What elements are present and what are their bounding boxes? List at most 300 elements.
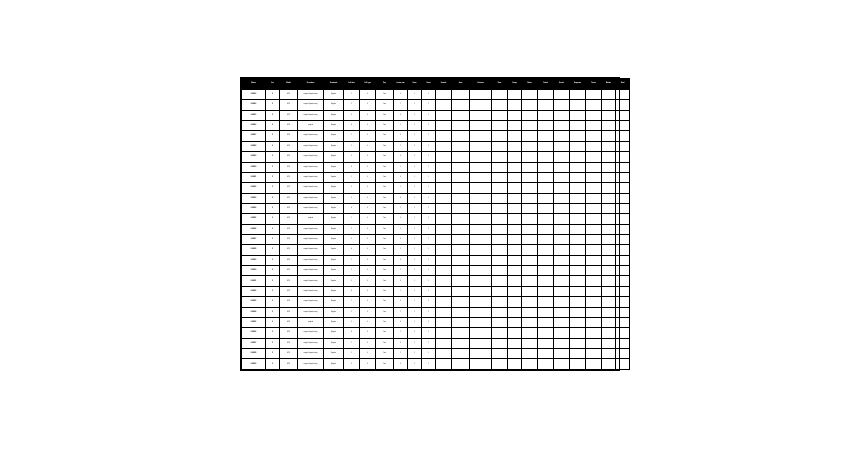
table-row — [242, 235, 630, 245]
table-cell: surgical hepatectomy — [298, 183, 324, 193]
table-cell — [554, 235, 570, 245]
column-header: Tissue — [586, 79, 602, 90]
table-cell: LCA015 — [242, 110, 266, 120]
table-cell — [508, 276, 522, 286]
table-cell — [436, 224, 452, 234]
table-cell — [586, 152, 602, 162]
table-cell: Cont — [376, 359, 394, 370]
table-cell: Cont — [376, 297, 394, 307]
table-cell — [602, 110, 616, 120]
table-cell: 1 — [408, 193, 422, 203]
table-body — [242, 90, 630, 370]
table-cell: 1 — [422, 328, 436, 338]
table-cell: LCA036 — [242, 328, 266, 338]
table-cell: 0 — [394, 297, 408, 307]
table-cell: M — [266, 152, 280, 162]
table-cell — [602, 359, 616, 370]
table-cell: 3 — [344, 110, 360, 120]
header-row — [242, 79, 630, 90]
table-cell — [436, 286, 452, 296]
table-cell — [470, 152, 492, 162]
table-cell: 1 — [394, 100, 408, 110]
table-cell — [436, 245, 452, 255]
table-cell — [492, 328, 508, 338]
table-cell — [470, 338, 492, 348]
table-cell: Cont — [376, 100, 394, 110]
table-cell: Cont — [376, 317, 394, 327]
table-cell: Cont — [376, 193, 394, 203]
table-cell — [492, 297, 508, 307]
table-cell: 1 — [422, 100, 436, 110]
table-cell — [554, 172, 570, 182]
table-cell: 0 — [360, 245, 376, 255]
table-cell — [554, 338, 570, 348]
table-cell — [616, 359, 630, 370]
table-row — [242, 183, 630, 193]
table-cell: 2 — [344, 348, 360, 358]
table-cell: LCA020 — [242, 162, 266, 172]
table-cell: 4 — [344, 162, 360, 172]
table-cell: Regular — [324, 286, 344, 296]
table-cell: 0 — [360, 255, 376, 265]
table-cell — [538, 359, 554, 370]
table-cell — [436, 266, 452, 276]
table-cell: SCID — [280, 152, 298, 162]
table-cell: M — [266, 348, 280, 358]
table-cell — [570, 245, 586, 255]
table-cell — [570, 131, 586, 141]
table-cell: Regular — [324, 348, 344, 358]
table-cell: SCID — [280, 100, 298, 110]
table-cell: 1 — [422, 152, 436, 162]
table-cell — [436, 193, 452, 203]
table-row — [242, 338, 630, 348]
table-cell: M — [266, 266, 280, 276]
table-cell: surgical hepatectomy — [298, 348, 324, 358]
table-cell: Cont — [376, 152, 394, 162]
table-cell — [470, 110, 492, 120]
table-cell — [586, 224, 602, 234]
table-cell: 1 — [408, 359, 422, 370]
table-cell — [538, 141, 554, 151]
table-cell: 1 — [422, 193, 436, 203]
table-row — [242, 110, 630, 120]
table-cell — [586, 359, 602, 370]
table-cell — [616, 152, 630, 162]
table-cell — [470, 328, 492, 338]
table-cell: M — [266, 297, 280, 307]
table-cell: LCA032 — [242, 286, 266, 296]
table-cell — [492, 286, 508, 296]
table-cell — [554, 162, 570, 172]
table-cell: 1 — [408, 90, 422, 100]
table-cell — [452, 90, 470, 100]
table-cell — [616, 131, 630, 141]
table-cell — [470, 348, 492, 358]
table-cell — [586, 307, 602, 317]
table-cell: SCID — [280, 193, 298, 203]
table-cell: Regular — [324, 307, 344, 317]
column-header: Mouse — [242, 79, 266, 90]
table-cell — [602, 317, 616, 327]
table-cell — [586, 193, 602, 203]
table-cell — [570, 266, 586, 276]
table-cell: 1 — [422, 121, 436, 131]
table-cell: 3 — [344, 317, 360, 327]
table-cell — [586, 131, 602, 141]
table-cell — [538, 338, 554, 348]
table-row — [242, 245, 630, 255]
table-cell: 0 — [360, 183, 376, 193]
table-cell — [522, 224, 538, 234]
table-row — [242, 286, 630, 296]
table-cell: 1 — [394, 224, 408, 234]
table-cell: 1 — [394, 286, 408, 296]
table-cell: 0 — [360, 224, 376, 234]
table-cell — [492, 235, 508, 245]
table-cell: surgical hepatectomy — [298, 276, 324, 286]
table-cell — [570, 121, 586, 131]
table-cell — [538, 162, 554, 172]
table-cell — [602, 121, 616, 131]
table-row — [242, 90, 630, 100]
table-cell: 2 — [408, 224, 422, 234]
table-cell — [508, 121, 522, 131]
table-cell: Regular — [324, 245, 344, 255]
column-header: Model — [280, 79, 298, 90]
table-cell — [586, 297, 602, 307]
table-cell: 0 — [394, 152, 408, 162]
table-cell — [522, 297, 538, 307]
table-cell: 0 — [360, 266, 376, 276]
table-row — [242, 276, 630, 286]
table-cell — [492, 317, 508, 327]
table-cell — [470, 162, 492, 172]
table-row — [242, 255, 630, 265]
table-cell — [570, 317, 586, 327]
table-cell — [508, 359, 522, 370]
table-cell: 2 — [344, 307, 360, 317]
table-cell — [508, 328, 522, 338]
table-cell — [452, 276, 470, 286]
column-header: Vessels — [436, 79, 452, 90]
table-cell — [470, 131, 492, 141]
column-header: Dose — [492, 79, 508, 90]
table-cell — [586, 121, 602, 131]
table-cell: 0 — [360, 328, 376, 338]
table-cell — [522, 348, 538, 358]
column-header: Lesion size — [394, 79, 408, 90]
table-cell: M — [266, 286, 280, 296]
table-cell — [492, 348, 508, 358]
table-cell — [436, 121, 452, 131]
table-cell — [436, 328, 452, 338]
table-cell: 1 — [394, 245, 408, 255]
table-cell: 0 — [360, 100, 376, 110]
table-cell — [538, 276, 554, 286]
table-cell — [586, 90, 602, 100]
table-cell: 1 — [408, 297, 422, 307]
table-cell — [586, 286, 602, 296]
table-cell: LCA025 — [242, 214, 266, 224]
table-cell: 1 — [422, 183, 436, 193]
table-cell: 1 — [394, 141, 408, 151]
table-cell — [586, 338, 602, 348]
table-cell — [538, 297, 554, 307]
table-cell — [538, 348, 554, 358]
table-cell: SCID — [280, 307, 298, 317]
column-header: Sex — [266, 79, 280, 90]
table-row — [242, 100, 630, 110]
table-cell: M — [266, 141, 280, 151]
table-cell: 2 — [408, 328, 422, 338]
table-cell — [616, 235, 630, 245]
table-cell — [436, 203, 452, 213]
table-cell — [470, 317, 492, 327]
table-cell — [554, 183, 570, 193]
table-cell — [508, 338, 522, 348]
table-cell — [602, 338, 616, 348]
table-row — [242, 193, 630, 203]
table-cell: 3 — [344, 276, 360, 286]
table-cell: 1 — [422, 203, 436, 213]
table-row — [242, 359, 630, 370]
table-cell — [522, 266, 538, 276]
table-cell — [436, 235, 452, 245]
table-cell — [508, 245, 522, 255]
table-cell — [470, 121, 492, 131]
table-cell: Regular — [324, 214, 344, 224]
table-cell — [436, 131, 452, 141]
table-cell — [554, 245, 570, 255]
table-row — [242, 152, 630, 162]
table-cell — [452, 307, 470, 317]
table-cell: 0 — [394, 214, 408, 224]
table-cell: 2 — [408, 162, 422, 172]
table-cell — [470, 141, 492, 151]
table-cell: 1 — [422, 307, 436, 317]
table-cell: M — [266, 317, 280, 327]
table-cell — [522, 235, 538, 245]
table-cell — [436, 255, 452, 265]
table-cell — [452, 338, 470, 348]
table-cell — [554, 266, 570, 276]
table-cell: SCID — [280, 183, 298, 193]
table-cell: SCID — [280, 235, 298, 245]
table-cell: 1 — [422, 235, 436, 245]
table-cell — [522, 183, 538, 193]
table-cell — [522, 359, 538, 370]
table-cell — [616, 348, 630, 358]
table-cell: 1 — [344, 214, 360, 224]
table-cell: 1 — [422, 110, 436, 120]
table-cell: 0 — [394, 193, 408, 203]
table-cell — [616, 276, 630, 286]
table-cell: 0 — [360, 110, 376, 120]
table-cell: 0 — [360, 162, 376, 172]
table-cell: 3 — [344, 193, 360, 203]
table-cell: 4 — [344, 328, 360, 338]
table-cell — [538, 193, 554, 203]
table-cell: Regular — [324, 193, 344, 203]
table-cell: 2 — [344, 266, 360, 276]
table-cell — [508, 90, 522, 100]
table-cell — [522, 172, 538, 182]
table-cell: 1 — [422, 348, 436, 358]
table-cell — [538, 121, 554, 131]
table-cell — [522, 214, 538, 224]
table-cell: Regular — [324, 338, 344, 348]
table-cell: M — [266, 162, 280, 172]
table-cell: surgical hepatectomy — [298, 152, 324, 162]
table-cell: surgical hepatectomy — [298, 110, 324, 120]
table-cell — [508, 307, 522, 317]
table-cell: 0 — [360, 338, 376, 348]
table-cell — [508, 141, 522, 151]
column-header: Group — [508, 79, 522, 90]
table-cell: LCA038 — [242, 348, 266, 358]
table-cell: M — [266, 110, 280, 120]
table-cell: surgical hepatectomy — [298, 328, 324, 338]
table-cell: 2 — [408, 307, 422, 317]
table-cell — [492, 110, 508, 120]
table-cell: 1 — [408, 338, 422, 348]
table-cell: LCA018 — [242, 141, 266, 151]
table-cell: Regular — [324, 141, 344, 151]
table-cell — [452, 162, 470, 172]
table-cell: LCA016 — [242, 121, 266, 131]
table-cell: 3 — [344, 359, 360, 370]
table-cell: SCID — [280, 328, 298, 338]
table-cell — [602, 276, 616, 286]
table-cell: 1 — [422, 172, 436, 182]
table-cell — [570, 214, 586, 224]
table-cell — [452, 286, 470, 296]
table-cell — [538, 235, 554, 245]
table-cell: Cont — [376, 307, 394, 317]
table-cell: M — [266, 224, 280, 234]
column-header: Count — [422, 79, 436, 90]
table-cell: 1 — [394, 183, 408, 193]
table-cell — [586, 183, 602, 193]
table-cell — [522, 307, 538, 317]
table-cell: LCA031 — [242, 276, 266, 286]
table-cell — [508, 266, 522, 276]
table-cell: surgical hepatectomy — [298, 193, 324, 203]
table-cell: 1 — [422, 286, 436, 296]
table-cell: LCA035 — [242, 317, 266, 327]
table-cell — [470, 224, 492, 234]
table-cell — [508, 235, 522, 245]
table-cell — [522, 193, 538, 203]
table-cell: 0 — [360, 172, 376, 182]
table-cell — [508, 131, 522, 141]
table-cell: surgical hepatectomy — [298, 359, 324, 370]
table-cell — [452, 110, 470, 120]
table-cell: M — [266, 100, 280, 110]
table-cell: 0 — [360, 193, 376, 203]
table-cell: 1 — [422, 276, 436, 286]
table-cell — [492, 359, 508, 370]
table-cell: M — [266, 245, 280, 255]
table-cell — [522, 276, 538, 286]
table-cell — [570, 183, 586, 193]
table-cell — [602, 131, 616, 141]
table-cell — [570, 203, 586, 213]
table-cell — [570, 162, 586, 172]
table-cell: Regular — [324, 100, 344, 110]
table-cell: Cont — [376, 224, 394, 234]
table-cell — [492, 131, 508, 141]
table-cell: Regular — [324, 317, 344, 327]
table-cell — [452, 255, 470, 265]
table-cell: 1 — [394, 307, 408, 317]
table-cell — [492, 162, 508, 172]
table-cell — [538, 317, 554, 327]
table-cell: Regular — [324, 359, 344, 370]
table-cell — [522, 203, 538, 213]
table-cell — [436, 359, 452, 370]
table-cell — [554, 131, 570, 141]
table-cell: SCID — [280, 172, 298, 182]
table-cell — [586, 328, 602, 338]
column-header: Outcome — [470, 79, 492, 90]
table-cell: Cont — [376, 328, 394, 338]
table-cell — [616, 266, 630, 276]
table-cell: surgical hepatectomy — [298, 338, 324, 348]
table-cell — [436, 172, 452, 182]
table-cell — [616, 224, 630, 234]
table-cell: 0 — [360, 297, 376, 307]
table-cell: M — [266, 172, 280, 182]
table-row — [242, 297, 630, 307]
table-cell — [602, 214, 616, 224]
table-cell: Cont — [376, 110, 394, 120]
table-cell: 0 — [360, 203, 376, 213]
table-cell — [452, 131, 470, 141]
table-cell — [602, 328, 616, 338]
table-cell — [602, 245, 616, 255]
table-cell — [586, 245, 602, 255]
table-cell — [602, 297, 616, 307]
table-cell: M — [266, 338, 280, 348]
table-cell — [570, 255, 586, 265]
table-cell — [616, 100, 630, 110]
table-cell — [508, 317, 522, 327]
table-cell — [538, 255, 554, 265]
table-cell: 1 — [422, 214, 436, 224]
table-cell: 1 — [394, 348, 408, 358]
table-row — [242, 131, 630, 141]
table-cell: 0 — [360, 286, 376, 296]
column-header: Day — [376, 79, 394, 90]
table-cell: 0 — [394, 110, 408, 120]
table-cell: 2 — [408, 203, 422, 213]
table-cell — [602, 307, 616, 317]
table-cell — [554, 276, 570, 286]
table-cell — [452, 141, 470, 151]
table-cell: 0 — [394, 276, 408, 286]
table-cell — [452, 152, 470, 162]
table-row — [242, 317, 630, 327]
table-cell: SCID — [280, 317, 298, 327]
table-cell — [436, 90, 452, 100]
table-cell — [616, 245, 630, 255]
table-cell — [616, 255, 630, 265]
table-cell — [586, 235, 602, 245]
table-row — [242, 224, 630, 234]
table-row — [242, 328, 630, 338]
